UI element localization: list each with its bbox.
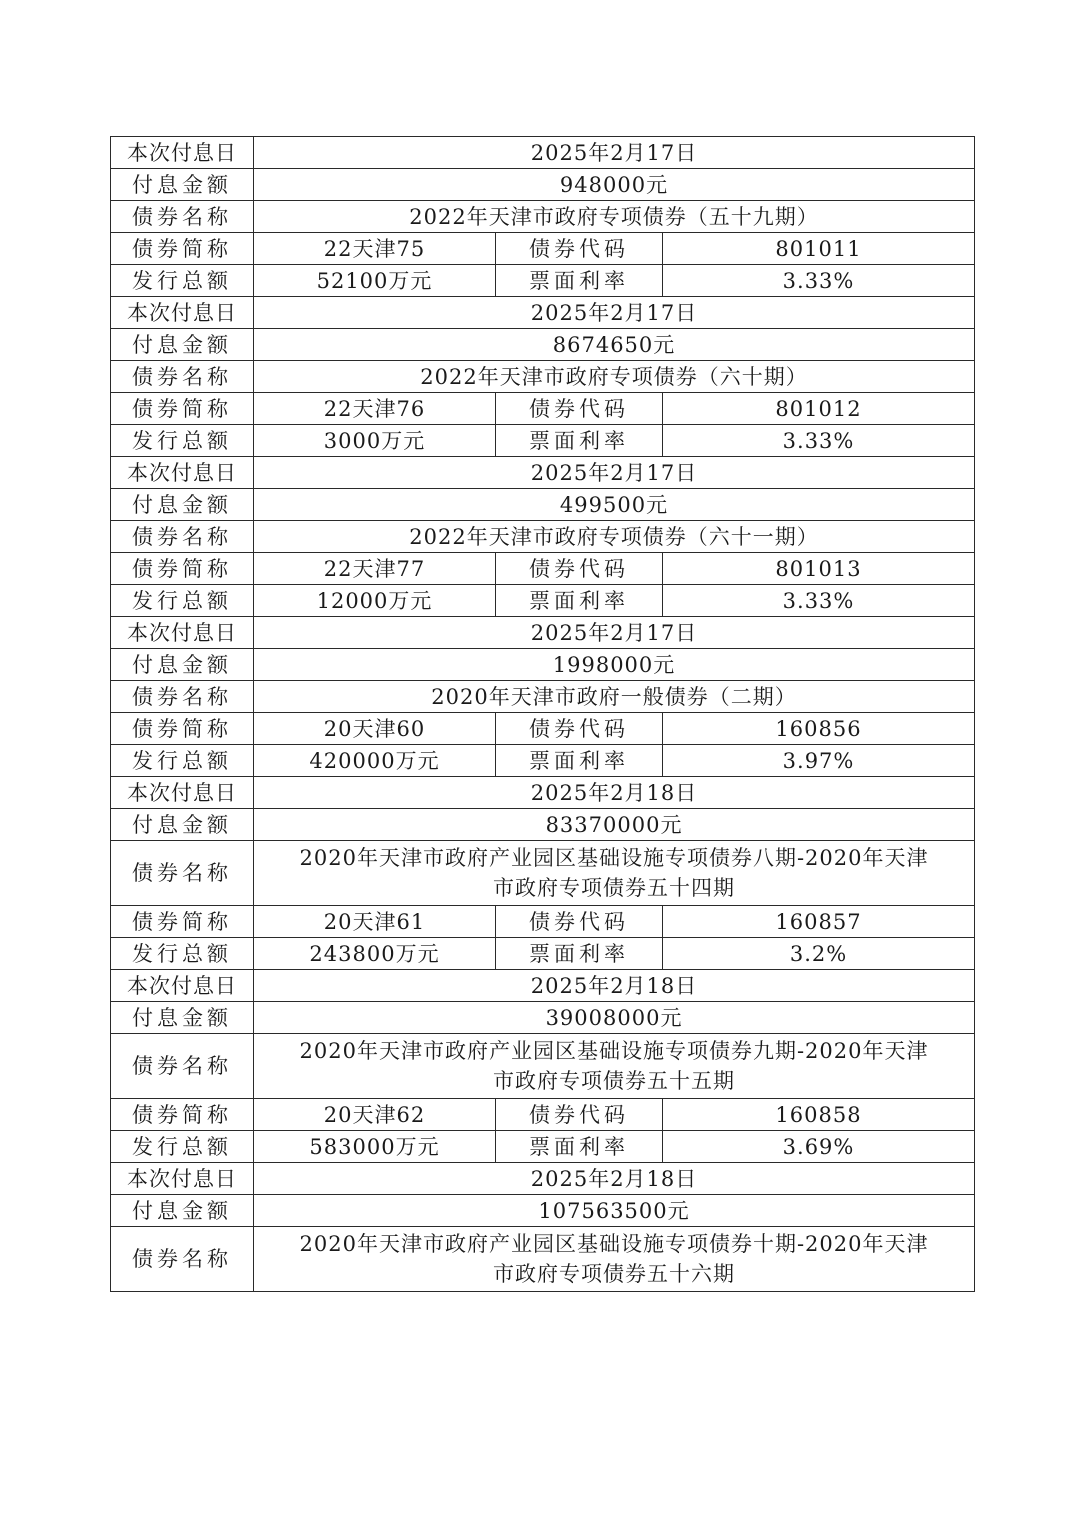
short-name-label: 债券简称 <box>111 713 254 745</box>
bond-name-line: 2020年天津市政府产业园区基础设施专项债券十期-2020年天津 <box>299 1232 929 1256</box>
coupon-label: 票面利率 <box>496 265 663 297</box>
code-label: 债券代码 <box>496 1099 663 1131</box>
pay-amount-value: 8674650元 <box>254 329 975 361</box>
table-row <box>111 361 975 393</box>
table-row <box>111 713 975 745</box>
table-row <box>111 265 975 297</box>
table-row <box>111 233 975 265</box>
bond-name-value: 2022年天津市政府专项债券（五十九期） <box>254 201 975 233</box>
bond-name-label: 债券名称 <box>111 521 254 553</box>
table-row <box>111 649 975 681</box>
pay-date-value: 2025年2月17日 <box>254 297 975 329</box>
coupon-label: 票面利率 <box>496 425 663 457</box>
table-row <box>111 841 975 906</box>
bond-name-label: 债券名称 <box>111 201 254 233</box>
code-label: 债券代码 <box>496 393 663 425</box>
pay-date-value: 2025年2月17日 <box>254 137 975 169</box>
table-row <box>111 425 975 457</box>
issue-total-value: 420000万元 <box>254 745 496 777</box>
code-value: 160857 <box>663 906 975 938</box>
bond-name-line: 市政府专项债券五十五期 <box>493 1069 736 1093</box>
issue-total-value: 3000万元 <box>254 425 496 457</box>
bond-name-value: 2020年天津市政府一般债券（二期） <box>254 681 975 713</box>
pay-amount-label: 付息金额 <box>111 1195 254 1227</box>
table-row <box>111 553 975 585</box>
pay-amount-label: 付息金额 <box>111 169 254 201</box>
code-label: 债券代码 <box>496 233 663 265</box>
coupon-value: 3.69% <box>663 1131 975 1163</box>
code-label: 债券代码 <box>496 906 663 938</box>
short-name-value: 22天津77 <box>254 553 496 585</box>
table-row <box>111 1034 975 1099</box>
table-row <box>111 393 975 425</box>
pay-amount-value: 39008000元 <box>254 1002 975 1034</box>
issue-total-label: 发行总额 <box>111 265 254 297</box>
coupon-label: 票面利率 <box>496 585 663 617</box>
pay-amount-label: 付息金额 <box>111 809 254 841</box>
bond-name-value <box>254 1227 975 1292</box>
coupon-value: 3.33% <box>663 585 975 617</box>
short-name-label: 债券简称 <box>111 1099 254 1131</box>
code-value: 801012 <box>663 393 975 425</box>
table-row <box>111 938 975 970</box>
pay-date-label: 本次付息日 <box>111 617 254 649</box>
table-row <box>111 329 975 361</box>
coupon-value: 3.2% <box>663 938 975 970</box>
table-row <box>111 681 975 713</box>
short-name-label: 债券简称 <box>111 553 254 585</box>
short-name-label: 债券简称 <box>111 906 254 938</box>
table-row <box>111 201 975 233</box>
table-row <box>111 1131 975 1163</box>
table-row <box>111 521 975 553</box>
code-label: 债券代码 <box>496 713 663 745</box>
short-name-value: 22天津75 <box>254 233 496 265</box>
code-value: 801013 <box>663 553 975 585</box>
pay-amount-label: 付息金额 <box>111 329 254 361</box>
code-label: 债券代码 <box>496 553 663 585</box>
bond-name-value <box>254 841 975 906</box>
table-row <box>111 457 975 489</box>
table-row <box>111 1195 975 1227</box>
issue-total-label: 发行总额 <box>111 1131 254 1163</box>
table-row <box>111 1002 975 1034</box>
code-value: 160858 <box>663 1099 975 1131</box>
short-name-value: 20天津61 <box>254 906 496 938</box>
coupon-label: 票面利率 <box>496 938 663 970</box>
issue-total-value: 243800万元 <box>254 938 496 970</box>
coupon-value: 3.33% <box>663 425 975 457</box>
coupon-label: 票面利率 <box>496 1131 663 1163</box>
bond-name-value: 2022年天津市政府专项债券（六十期） <box>254 361 975 393</box>
short-name-label: 债券简称 <box>111 233 254 265</box>
short-name-label: 债券简称 <box>111 393 254 425</box>
pay-date-label: 本次付息日 <box>111 970 254 1002</box>
issue-total-label: 发行总额 <box>111 425 254 457</box>
coupon-value: 3.97% <box>663 745 975 777</box>
pay-amount-value: 1998000元 <box>254 649 975 681</box>
bond-name-label: 债券名称 <box>111 1227 254 1292</box>
short-name-value: 22天津76 <box>254 393 496 425</box>
table-row <box>111 809 975 841</box>
table-row <box>111 169 975 201</box>
pay-date-value: 2025年2月17日 <box>254 457 975 489</box>
coupon-value: 3.33% <box>663 265 975 297</box>
pay-amount-label: 付息金额 <box>111 649 254 681</box>
pay-amount-label: 付息金额 <box>111 489 254 521</box>
pay-date-label: 本次付息日 <box>111 457 254 489</box>
pay-date-value: 2025年2月18日 <box>254 1163 975 1195</box>
pay-date-value: 2025年2月18日 <box>254 777 975 809</box>
issue-total-label: 发行总额 <box>111 938 254 970</box>
table-row <box>111 297 975 329</box>
pay-date-label: 本次付息日 <box>111 777 254 809</box>
issue-total-label: 发行总额 <box>111 585 254 617</box>
table-row <box>111 617 975 649</box>
table-row <box>111 1227 975 1292</box>
table-row <box>111 1163 975 1195</box>
pay-amount-value: 499500元 <box>254 489 975 521</box>
bond-name-line: 市政府专项债券五十六期 <box>493 1262 736 1286</box>
table-row <box>111 970 975 1002</box>
bond-name-label: 债券名称 <box>111 841 254 906</box>
pay-date-label: 本次付息日 <box>111 1163 254 1195</box>
bond-name-label: 债券名称 <box>111 681 254 713</box>
issue-total-value: 52100万元 <box>254 265 496 297</box>
bond-name-value <box>254 1034 975 1099</box>
pay-amount-value: 107563500元 <box>254 1195 975 1227</box>
short-name-value: 20天津62 <box>254 1099 496 1131</box>
bond-name-line: 2020年天津市政府产业园区基础设施专项债券九期-2020年天津 <box>299 1039 929 1063</box>
pay-date-label: 本次付息日 <box>111 137 254 169</box>
issue-total-label: 发行总额 <box>111 745 254 777</box>
pay-amount-value: 83370000元 <box>254 809 975 841</box>
table-row <box>111 137 975 169</box>
table-row <box>111 906 975 938</box>
table-row <box>111 745 975 777</box>
table-row <box>111 585 975 617</box>
pay-date-label: 本次付息日 <box>111 297 254 329</box>
code-value: 801011 <box>663 233 975 265</box>
coupon-label: 票面利率 <box>496 745 663 777</box>
bond-name-line: 2020年天津市政府产业园区基础设施专项债券八期-2020年天津 <box>299 846 929 870</box>
table-row <box>111 489 975 521</box>
pay-date-value: 2025年2月17日 <box>254 617 975 649</box>
bond-name-value: 2022年天津市政府专项债券（六十一期） <box>254 521 975 553</box>
bond-name-label: 债券名称 <box>111 361 254 393</box>
bond-name-label: 债券名称 <box>111 1034 254 1099</box>
pay-date-value: 2025年2月18日 <box>254 970 975 1002</box>
bond-interest-table <box>110 136 975 1292</box>
short-name-value: 20天津60 <box>254 713 496 745</box>
table-row <box>111 777 975 809</box>
pay-amount-label: 付息金额 <box>111 1002 254 1034</box>
pay-amount-value: 948000元 <box>254 169 975 201</box>
code-value: 160856 <box>663 713 975 745</box>
table-row <box>111 1099 975 1131</box>
issue-total-value: 12000万元 <box>254 585 496 617</box>
issue-total-value: 583000万元 <box>254 1131 496 1163</box>
bond-name-line: 市政府专项债券五十四期 <box>493 876 736 900</box>
